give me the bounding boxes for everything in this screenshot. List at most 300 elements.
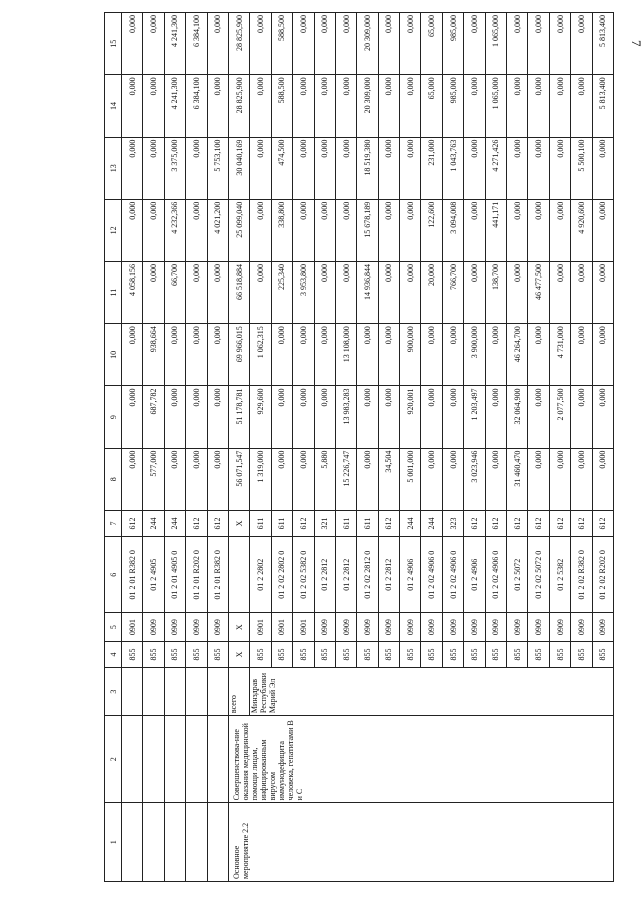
- cell-c6: 01 2 02 5072 0: [528, 537, 549, 613]
- cell-c14: 65,000: [421, 75, 442, 137]
- cell-c9: 0,000: [378, 386, 399, 448]
- cell-c4: 855: [164, 641, 185, 667]
- cell-c9: 32 064,900: [507, 386, 528, 448]
- cell-c13: 0,000: [528, 137, 549, 199]
- cell-c11: 46 477,500: [528, 262, 549, 324]
- cell-c14: 0,000: [207, 75, 228, 137]
- cell-c4: 855: [207, 641, 228, 667]
- cell-c9: 13 983,283: [335, 386, 356, 448]
- empty-cell: [143, 668, 164, 716]
- cell-c15: 0,000: [507, 13, 528, 75]
- empty-cell: [143, 716, 164, 803]
- cell-c8: 34,504: [378, 448, 399, 510]
- cell-c7: 612: [293, 510, 314, 536]
- cell-c9: 0,000: [164, 386, 185, 448]
- cell-c13: 0,000: [293, 137, 314, 199]
- cell-c8: 0,000: [207, 448, 228, 510]
- cell-c10: 900,000: [400, 324, 421, 386]
- cell-c11: 0,000: [335, 262, 356, 324]
- cell-c6: 01 2 4906: [464, 537, 485, 613]
- cell-c9: 0,000: [421, 386, 442, 448]
- cell-c15: 28 825,900: [228, 13, 249, 75]
- cell-c12: 4 232,366: [164, 199, 185, 261]
- cell-c7: 321: [314, 510, 335, 536]
- column-header: 12: [105, 199, 122, 261]
- cell-c13: 231,000: [421, 137, 442, 199]
- cell-c13: 0,000: [507, 137, 528, 199]
- empty-cell: [143, 803, 164, 882]
- cell-c8: 56 071,547: [228, 448, 249, 510]
- cell-c4: 855: [549, 641, 570, 667]
- cell-c6: 01 2 5072: [507, 537, 528, 613]
- cell-c5: 0909: [549, 613, 570, 641]
- cell-c6: 01 2 02 5382 0: [293, 537, 314, 613]
- cell-c7: 244: [400, 510, 421, 536]
- page-number: 7: [629, 40, 644, 47]
- cell-c6: 01 2 02 4906 0: [485, 537, 506, 613]
- cell-c10: 0,000: [528, 324, 549, 386]
- cell-c4: 855: [421, 641, 442, 667]
- table-row: [228, 13, 249, 882]
- empty-cell: [207, 668, 228, 716]
- cell-c13: 30 040,169: [228, 137, 249, 199]
- cell-c9: 0,000: [442, 386, 463, 448]
- cell-c10: 4 731,000: [549, 324, 570, 386]
- cell-c6: 01 2 01 R382 0: [207, 537, 228, 613]
- cell-c10: 0,000: [378, 324, 399, 386]
- cell-c7: 611: [335, 510, 356, 536]
- cell-c10: 938,664: [143, 324, 164, 386]
- cell-c7: 611: [250, 510, 271, 536]
- cell-c15: 6 384,100: [186, 13, 207, 75]
- cell-c5: 0909: [314, 613, 335, 641]
- cell-c7: 612: [528, 510, 549, 536]
- cell-c10: 1 062,315: [250, 324, 271, 386]
- cell-c7: 612: [207, 510, 228, 536]
- cell-c10: 0,000: [357, 324, 378, 386]
- cell-c7: 612: [378, 510, 399, 536]
- column-header: 7: [105, 510, 122, 536]
- cell-c11: 0,000: [464, 262, 485, 324]
- cell-c9: 0,000: [207, 386, 228, 448]
- empty-cell: [207, 716, 228, 803]
- cell-c14: 0,000: [464, 75, 485, 137]
- cell-c13: 5 753,100: [207, 137, 228, 199]
- cell-c8: 3 023,946: [464, 448, 485, 510]
- cell-c7: 244: [421, 510, 442, 536]
- cell-c11: 66,700: [164, 262, 185, 324]
- cell-c8: 15 226,747: [335, 448, 356, 510]
- cell-c10: 3 900,000: [464, 324, 485, 386]
- cell-c12: 0,000: [186, 199, 207, 261]
- cell-c10: 0,000: [164, 324, 185, 386]
- cell-c12: 441,171: [485, 199, 506, 261]
- cell-c12: 0,000: [250, 199, 271, 261]
- cell-c5: X: [228, 613, 249, 641]
- cell-c15: 0,000: [143, 13, 164, 75]
- cell-c14: 0,000: [528, 75, 549, 137]
- column-header: 5: [105, 613, 122, 641]
- cell-c10: 0,000: [592, 324, 613, 386]
- cell-c13: 0,000: [250, 137, 271, 199]
- cell-c8: 0,000: [186, 448, 207, 510]
- cell-c9: 0,000: [122, 386, 143, 448]
- cell-c6: 01 2 02 2812 0: [357, 537, 378, 613]
- cell-c14: 6 384,100: [186, 75, 207, 137]
- cell-c11: 0,000: [549, 262, 570, 324]
- cell-c15: 65,000: [421, 13, 442, 75]
- cell-c6: 01 2 2812: [378, 537, 399, 613]
- cell-c8: 0,000: [571, 448, 592, 510]
- cell-c15: 0,000: [207, 13, 228, 75]
- cell-c5: 0909: [464, 613, 485, 641]
- cell-c11: 0,000: [378, 262, 399, 324]
- cell-c8: 0,000: [442, 448, 463, 510]
- cell-c6: 01 2 02 R382 0: [571, 537, 592, 613]
- cell-c15: 0,000: [314, 13, 335, 75]
- cell-c4: 855: [357, 641, 378, 667]
- cell-c14: 28 825,900: [228, 75, 249, 137]
- cell-c12: 25 099,040: [228, 199, 249, 261]
- cell-c15: 0,000: [250, 13, 271, 75]
- cell-c12: 0,000: [122, 199, 143, 261]
- cell-c7: 612: [571, 510, 592, 536]
- cell-c11: 0,000: [571, 262, 592, 324]
- cell-c8: 31 460,470: [507, 448, 528, 510]
- cell-c7: 244: [164, 510, 185, 536]
- cell-c9: 0,000: [528, 386, 549, 448]
- cell-c5: 0901: [271, 613, 292, 641]
- cell-c4: 855: [400, 641, 421, 667]
- column-header: 11: [105, 262, 122, 324]
- cell-c13: 0,000: [314, 137, 335, 199]
- cell-c14: 1 065,000: [485, 75, 506, 137]
- rotated-table-wrapper: [104, 12, 614, 882]
- total-label-cell: всего: [228, 668, 249, 716]
- cell-c6: 01 2 01 4905 0: [164, 537, 185, 613]
- cell-c4: 855: [442, 641, 463, 667]
- cell-c15: 0,000: [335, 13, 356, 75]
- cell-c14: 0,000: [293, 75, 314, 137]
- cell-c11: 766,700: [442, 262, 463, 324]
- cell-c11: 138,700: [485, 262, 506, 324]
- cell-c14: 0,000: [250, 75, 271, 137]
- cell-c6: 01 2 01 R382 0: [122, 537, 143, 613]
- cell-c6: 01 2 4906: [400, 537, 421, 613]
- cell-c10: 0,000: [421, 324, 442, 386]
- cell-c9: 51 178,781: [228, 386, 249, 448]
- cell-c6: 01 2 02 2802 0: [271, 537, 292, 613]
- cell-c8: 0,000: [592, 448, 613, 510]
- cell-c11: 0,000: [143, 262, 164, 324]
- cell-c5: 0909: [528, 613, 549, 641]
- cell-c8: 0,000: [485, 448, 506, 510]
- cell-c14: 0,000: [549, 75, 570, 137]
- cell-c8: 0,000: [549, 448, 570, 510]
- cell-c10: 0,000: [186, 324, 207, 386]
- cell-c7: 611: [357, 510, 378, 536]
- cell-c15: 0,000: [549, 13, 570, 75]
- table-row: [207, 13, 228, 882]
- cell-c4: 855: [507, 641, 528, 667]
- cell-c14: 985,000: [442, 75, 463, 137]
- cell-c14: 0,000: [335, 75, 356, 137]
- cell-c15: 0,000: [528, 13, 549, 75]
- cell-c10: 46 264,700: [507, 324, 528, 386]
- column-header: 10: [105, 324, 122, 386]
- cell-c15: 1 065,000: [485, 13, 506, 75]
- cell-c11: 20,000: [421, 262, 442, 324]
- cell-c10: 0,000: [293, 324, 314, 386]
- column-header: 13: [105, 137, 122, 199]
- cell-c8: 0,000: [271, 448, 292, 510]
- cell-c15: 0,000: [293, 13, 314, 75]
- cell-c6: 01 2 5382: [549, 537, 570, 613]
- cell-c14: 5 813,400: [592, 75, 613, 137]
- cell-c10: 0,000: [442, 324, 463, 386]
- cell-c13: 1 043,763: [442, 137, 463, 199]
- column-header: 9: [105, 386, 122, 448]
- cell-c14: 20 309,000: [357, 75, 378, 137]
- cell-c13: 0,000: [143, 137, 164, 199]
- cell-c12: 3 094,008: [442, 199, 463, 261]
- ministry-cell: Минздрав Республики Марий Эл: [250, 668, 614, 716]
- cell-c8: 0,000: [357, 448, 378, 510]
- cell-c6: 01 2 02 R202 0: [592, 537, 613, 613]
- cell-c15: 985,000: [442, 13, 463, 75]
- cell-c11: 0,000: [400, 262, 421, 324]
- cell-c7: 612: [464, 510, 485, 536]
- cell-c4: 855: [271, 641, 292, 667]
- cell-c9: 0,000: [271, 386, 292, 448]
- cell-c14: 4 241,300: [164, 75, 185, 137]
- column-header: 4: [105, 641, 122, 667]
- cell-c8: 0,000: [528, 448, 549, 510]
- cell-c12: 0,000: [549, 199, 570, 261]
- cell-c15: 4 241,300: [164, 13, 185, 75]
- cell-c12: 338,800: [271, 199, 292, 261]
- cell-c15: 20 309,000: [357, 13, 378, 75]
- event-name-cell: Основное мероприятие 2.2: [228, 803, 613, 882]
- empty-cell: [186, 803, 207, 882]
- cell-c13: 0,000: [464, 137, 485, 199]
- cell-c10: 0,000: [571, 324, 592, 386]
- cell-c13: 0,000: [549, 137, 570, 199]
- cell-c14: 0,000: [507, 75, 528, 137]
- cell-c11: 14 936,844: [357, 262, 378, 324]
- table-row: [122, 13, 143, 882]
- cell-c5: 0909: [164, 613, 185, 641]
- cell-c5: 0909: [421, 613, 442, 641]
- cell-c15: 588,500: [271, 13, 292, 75]
- cell-c12: 122,600: [421, 199, 442, 261]
- table-row: [186, 13, 207, 882]
- cell-c11: 225,340: [271, 262, 292, 324]
- cell-c9: 0,000: [357, 386, 378, 448]
- cell-c8: 0,000: [122, 448, 143, 510]
- table-body: [122, 13, 614, 882]
- cell-c4: 855: [143, 641, 164, 667]
- cell-c7: 244: [143, 510, 164, 536]
- empty-cell: [122, 716, 143, 803]
- cell-c4: 855: [186, 641, 207, 667]
- cell-c5: 0901: [122, 613, 143, 641]
- cell-c15: 0,000: [464, 13, 485, 75]
- cell-c12: 0,000: [507, 199, 528, 261]
- cell-c4: 855: [485, 641, 506, 667]
- cell-c12: 0,000: [378, 199, 399, 261]
- column-header: 14: [105, 75, 122, 137]
- cell-c6: 01 2 01 R202 0: [186, 537, 207, 613]
- column-header: 8: [105, 448, 122, 510]
- cell-c9: 920,001: [400, 386, 421, 448]
- cell-c5: 0909: [335, 613, 356, 641]
- cell-c13: 5 500,100: [571, 137, 592, 199]
- cell-c4: 855: [293, 641, 314, 667]
- cell-c12: 0,000: [314, 199, 335, 261]
- cell-c13: 4 271,426: [485, 137, 506, 199]
- cell-c7: 323: [442, 510, 463, 536]
- cell-c10: 0,000: [314, 324, 335, 386]
- cell-c13: 0,000: [378, 137, 399, 199]
- cell-c11: 0,000: [207, 262, 228, 324]
- cell-c15: 0,000: [122, 13, 143, 75]
- cell-c4: 855: [122, 641, 143, 667]
- cell-c9: 0,000: [485, 386, 506, 448]
- cell-c8: 5,880: [314, 448, 335, 510]
- table-row: [164, 13, 185, 882]
- cell-c10: 69 966,015: [228, 324, 249, 386]
- cell-c11: 0,000: [250, 262, 271, 324]
- cell-c14: 0,000: [378, 75, 399, 137]
- cell-c6: 01 2 2812: [314, 537, 335, 613]
- cell-c7: 612: [186, 510, 207, 536]
- cell-c13: 18 519,380: [357, 137, 378, 199]
- cell-c13: 3 375,000: [164, 137, 185, 199]
- cell-c5: 0909: [571, 613, 592, 641]
- cell-c9: 0,000: [592, 386, 613, 448]
- cell-c9: 687,782: [143, 386, 164, 448]
- cell-c4: 855: [335, 641, 356, 667]
- cell-c4: 855: [314, 641, 335, 667]
- cell-c11: 0,000: [592, 262, 613, 324]
- cell-c14: 0,000: [143, 75, 164, 137]
- column-header: 3: [105, 668, 122, 716]
- cell-c15: 0,000: [571, 13, 592, 75]
- cell-c5: 0909: [592, 613, 613, 641]
- cell-c5: 0909: [357, 613, 378, 641]
- empty-cell: [164, 716, 185, 803]
- cell-c14: 0,000: [400, 75, 421, 137]
- empty-cell: [186, 668, 207, 716]
- column-header: 2: [105, 716, 122, 803]
- cell-c9: 1 203,497: [464, 386, 485, 448]
- empty-cell: [164, 803, 185, 882]
- cell-c5: 0909: [143, 613, 164, 641]
- cell-c8: 5 001,000: [400, 448, 421, 510]
- cell-c13: 474,500: [271, 137, 292, 199]
- cell-c5: 0909: [442, 613, 463, 641]
- event-description-cell: Совершенствова-ние оказания медицинской помощи лицам, инфицированным вирусом иммунодефицита человека, гепатитами B и C: [228, 716, 613, 803]
- cell-c12: 4 021,200: [207, 199, 228, 261]
- cell-c7: 612: [507, 510, 528, 536]
- cell-c6: 01 2 4905: [143, 537, 164, 613]
- cell-c12: 0,000: [592, 199, 613, 261]
- cell-c13: 0,000: [186, 137, 207, 199]
- cell-c5: 0909: [378, 613, 399, 641]
- cell-c13: 0,000: [400, 137, 421, 199]
- cell-c12: 0,000: [464, 199, 485, 261]
- cell-c7: 611: [271, 510, 292, 536]
- cell-c13: 0,000: [592, 137, 613, 199]
- cell-c7: 612: [485, 510, 506, 536]
- cell-c12: 15 678,189: [357, 199, 378, 261]
- cell-c11: 0,000: [507, 262, 528, 324]
- cell-c4: 855: [250, 641, 271, 667]
- cell-c4: 855: [378, 641, 399, 667]
- empty-cell: [207, 803, 228, 882]
- cell-c10: 0,000: [207, 324, 228, 386]
- cell-c5: 0909: [186, 613, 207, 641]
- cell-c12: 0,000: [143, 199, 164, 261]
- empty-cell: [122, 668, 143, 716]
- column-header: 1: [105, 803, 122, 882]
- cell-c7: X: [228, 510, 249, 536]
- cell-c5: 0909: [485, 613, 506, 641]
- cell-c8: 1 319,000: [250, 448, 271, 510]
- cell-c11: 4 058,156: [122, 262, 143, 324]
- cell-c9: 2 077,500: [549, 386, 570, 448]
- column-header: 6: [105, 537, 122, 613]
- cell-c15: 0,000: [378, 13, 399, 75]
- cell-c4: 855: [571, 641, 592, 667]
- cell-c4: X: [228, 641, 249, 667]
- cell-c11: 66 518,884: [228, 262, 249, 324]
- cell-c14: 0,000: [314, 75, 335, 137]
- empty-cell: [164, 668, 185, 716]
- cell-c7: 612: [549, 510, 570, 536]
- cell-c10: 13 108,000: [335, 324, 356, 386]
- cell-c6: 01 2 02 4906 0: [442, 537, 463, 613]
- cell-c6: 01 2 02 4906 0: [421, 537, 442, 613]
- cell-c13: 0,000: [122, 137, 143, 199]
- column-header: 15: [105, 13, 122, 75]
- cell-c8: 0,000: [421, 448, 442, 510]
- cell-c9: 0,000: [293, 386, 314, 448]
- cell-c7: 612: [122, 510, 143, 536]
- table-row: [143, 13, 164, 882]
- empty-cell: [122, 803, 143, 882]
- cell-c6: 01 2 2802: [250, 537, 271, 613]
- cell-c8: 0,000: [164, 448, 185, 510]
- header-row: [105, 13, 122, 882]
- cell-c5: 0901: [293, 613, 314, 641]
- cell-c13: 0,000: [335, 137, 356, 199]
- cell-c5: 0901: [250, 613, 271, 641]
- cell-c9: 0,000: [186, 386, 207, 448]
- cell-c15: 5 813,400: [592, 13, 613, 75]
- cell-c12: 0,000: [293, 199, 314, 261]
- cell-c14: 588,500: [271, 75, 292, 137]
- cell-c12: 4 920,600: [571, 199, 592, 261]
- cell-c11: 0,000: [314, 262, 335, 324]
- cell-c10: 0,000: [122, 324, 143, 386]
- cell-c4: 855: [464, 641, 485, 667]
- cell-c4: 855: [592, 641, 613, 667]
- cell-c10: 0,000: [271, 324, 292, 386]
- cell-c5: 0909: [207, 613, 228, 641]
- cell-c6: [228, 537, 249, 613]
